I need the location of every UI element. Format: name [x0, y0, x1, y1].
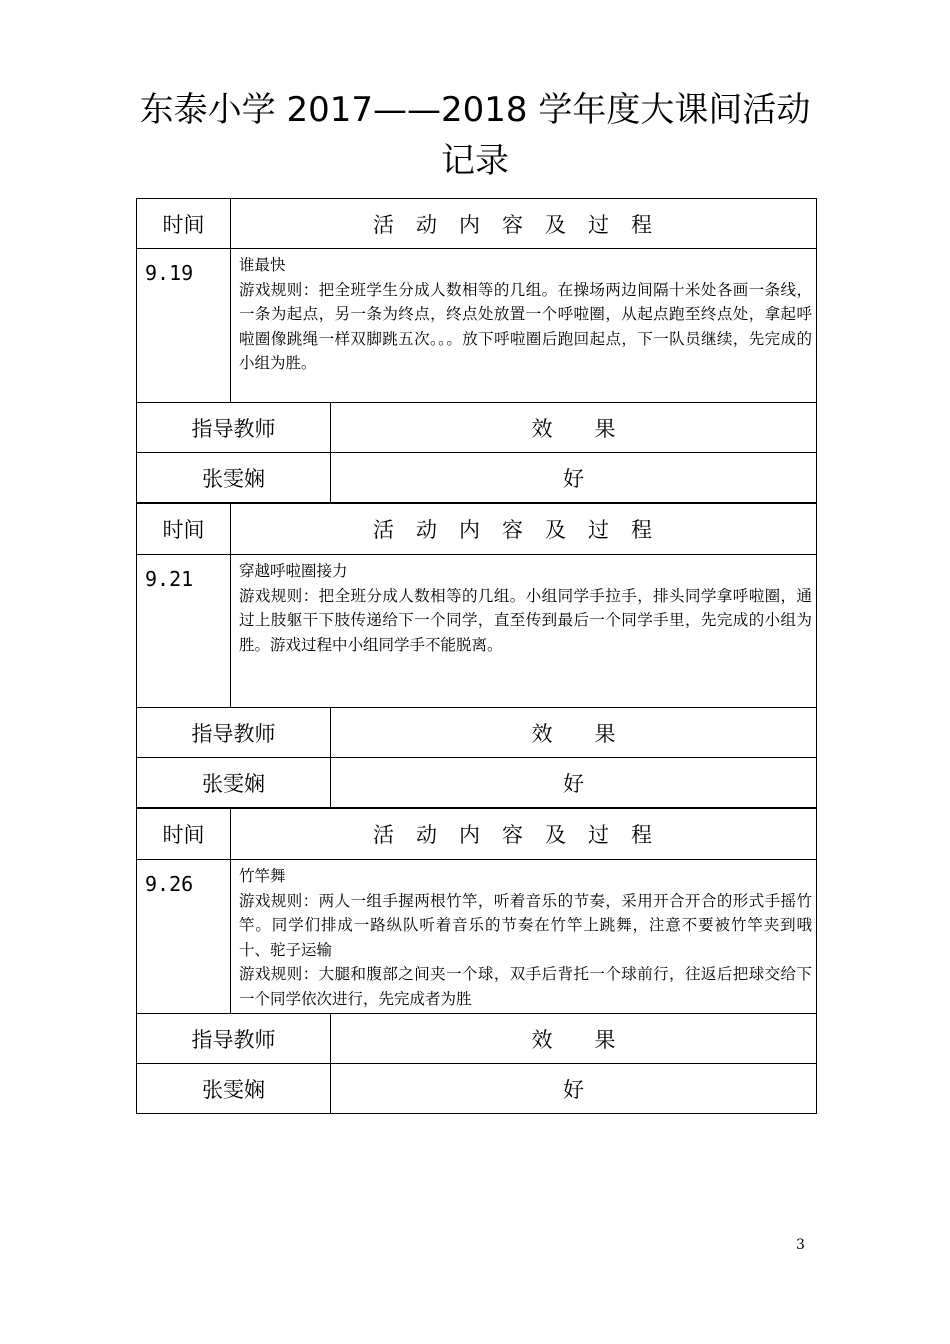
record-content: 穿越呼啦圈接力 游戏规则：把全班分成人数相等的几组。小组同学手拉手，排头同学拿呼啦圈，通过上肢躯干下肢传递给下一个同学，直至传到最后一个同学手里，先完成的小组为胜。游戏过程中小组同学手不能脱离。	[231, 555, 817, 708]
effect-header	[331, 708, 817, 758]
record-date: 9.19	[137, 249, 231, 403]
document-title-line-1: 东泰小学 2017——2018 学年度大课间活动	[139, 90, 811, 130]
record-date: 9.26	[137, 860, 231, 1014]
record-table-3	[136, 808, 817, 1114]
effect-header-char-1: 效	[531, 721, 553, 746]
document-title-line-2: 记录	[441, 141, 509, 181]
record-content: 谁最快 游戏规则：把全班学生分成人数相等的几组。在操场两边间隔十米处各画一条线，一条为起点，另一条为终点，终点处放置一个呼啦圈，从起点跑至终点处，拿起呼啦圈像跳绳一样双脚跳五次。。。放下呼啦圈后跑回起点，下一队员继续，先完成的小组为胜。	[231, 249, 817, 403]
record-table-2	[136, 503, 817, 808]
content-header: 活动内容及过程	[231, 199, 817, 249]
page-number: 3	[796, 1237, 805, 1253]
content-header: 活动内容及过程	[231, 504, 817, 555]
record-table-1	[136, 198, 817, 503]
teacher-name: 张雯娴	[137, 758, 331, 808]
record-content: 竹竿舞 游戏规则：两人一组手握两根竹竿，听着音乐的节奏，采用开合开合的形式手摇竹竿。同学们排成一路纵队听着音乐的节奏在竹竿上跳舞，注意不要被竹竿夹到哦 十、驼子运输 游戏规则：大腿和腹部之间夹一个球，双手后背托一个球前行，往返后把球交给下一个同学依次进行，先完成者为胜	[231, 860, 817, 1014]
time-header: 时间	[137, 504, 231, 555]
effect-header-char-1: 效	[531, 416, 553, 441]
teacher-header: 指导教师	[137, 708, 331, 758]
effect-header-char-2: 果	[594, 416, 616, 441]
teacher-header: 指导教师	[137, 1014, 331, 1064]
effect-value: 好	[331, 1064, 817, 1114]
teacher-name: 张雯娴	[137, 1064, 331, 1114]
content-header: 活动内容及过程	[231, 809, 817, 860]
teacher-name: 张雯娴	[137, 453, 331, 503]
effect-header	[331, 1014, 817, 1064]
effect-header-char-2: 果	[594, 1027, 616, 1052]
time-header: 时间	[137, 199, 231, 249]
effect-header	[331, 403, 817, 453]
effect-value: 好	[331, 453, 817, 503]
record-date: 9.21	[137, 555, 231, 708]
effect-value: 好	[331, 758, 817, 808]
time-header: 时间	[137, 809, 231, 860]
effect-header-char-1: 效	[531, 1027, 553, 1052]
effect-header-char-2: 果	[594, 721, 616, 746]
teacher-header: 指导教师	[137, 403, 331, 453]
